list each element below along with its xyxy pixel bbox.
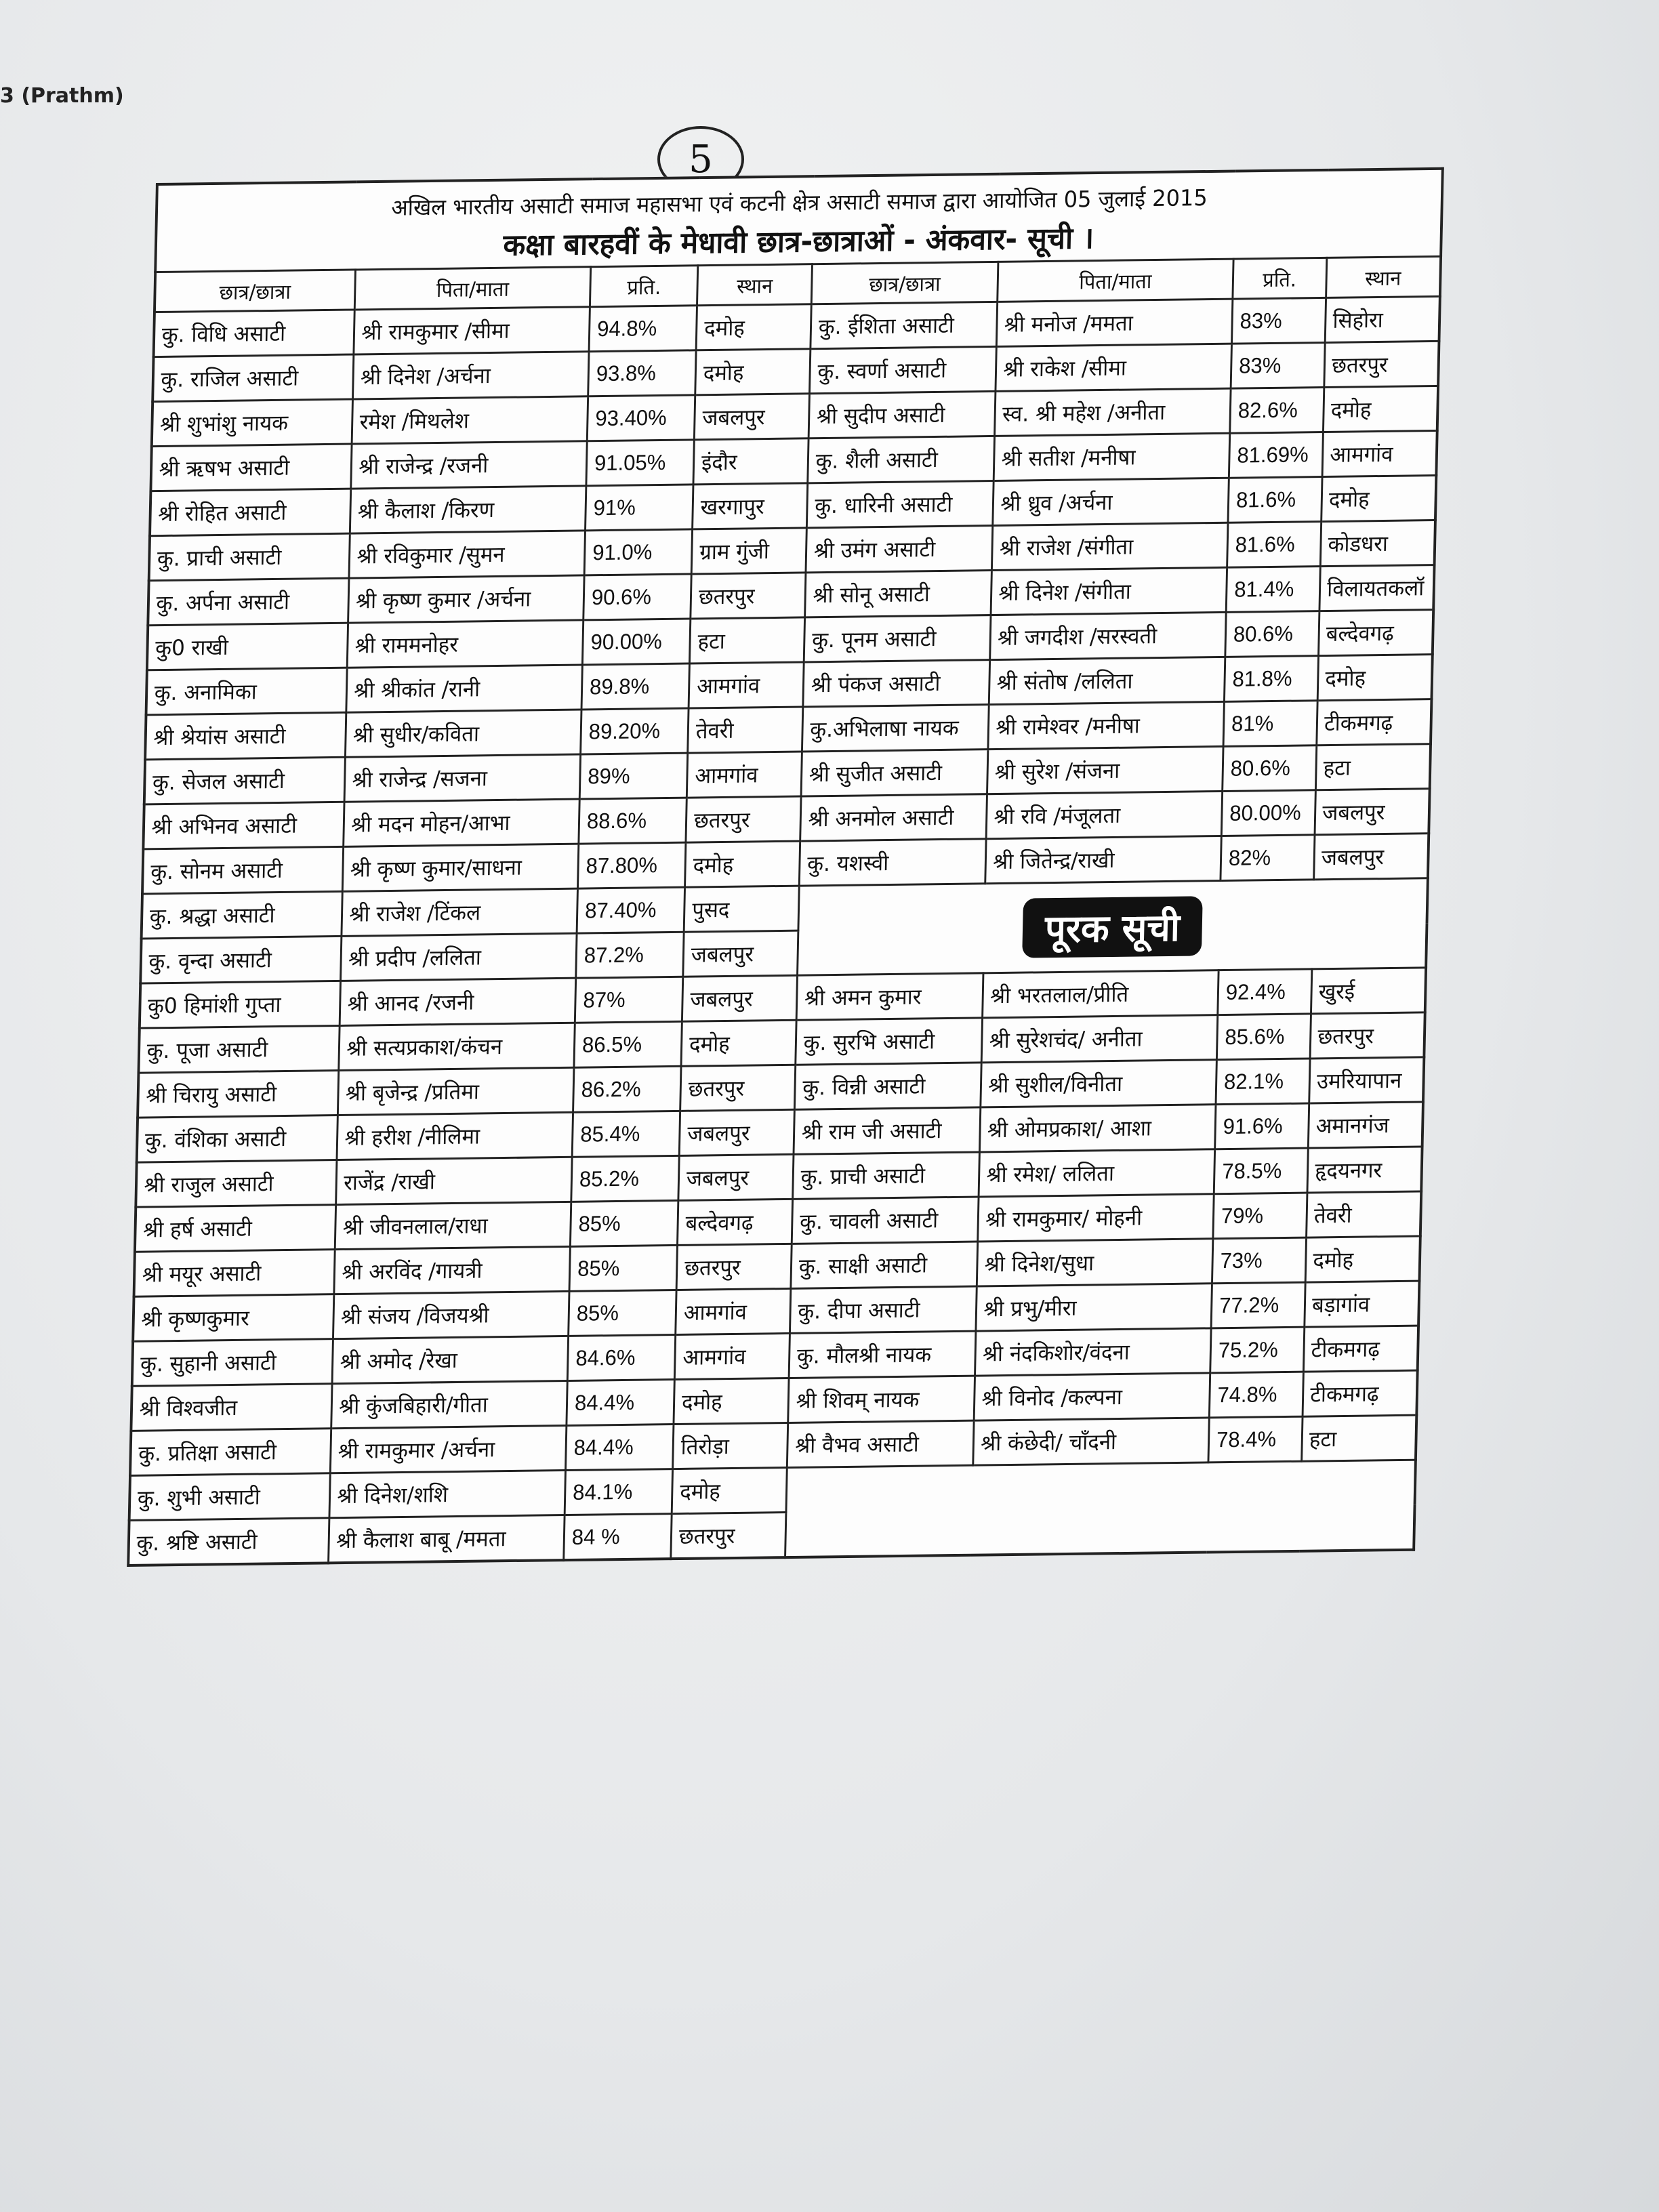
student-parents: श्री मनोज /ममता — [996, 299, 1233, 346]
supplementary-parents: श्री भरतलाल/प्रीति — [982, 970, 1218, 1018]
col-header-percent: प्रति. — [590, 266, 698, 307]
supplementary-name: कु. साक्षी असाटी — [791, 1242, 977, 1288]
student-pct: 80.00% — [1222, 790, 1315, 836]
student-name: श्री रोहित असाटी — [150, 489, 350, 536]
student-name: कु. स्वर्णा असाटी — [810, 346, 996, 393]
student-pct: 83% — [1232, 298, 1326, 344]
student-pct: 84.6% — [568, 1334, 676, 1380]
student-parents: श्री बृजेन्द्र /प्रतिमा — [337, 1067, 574, 1115]
supplementary-name: श्री राम जी असाटी — [794, 1107, 980, 1154]
supplementary-name: कु. मौलश्री नायक — [789, 1331, 975, 1378]
student-name: कु0 हिमांशी गुप्ता — [140, 981, 340, 1028]
student-parents: श्री प्रदीप /ललिता — [340, 933, 577, 981]
student-place: इंदौर — [693, 438, 808, 485]
col-header-place: स्थान — [697, 264, 813, 306]
supplementary-name: कु. प्राची असाटी — [793, 1152, 979, 1199]
student-parents: श्री राजेश /टिंकल — [342, 888, 578, 936]
student-parents: श्री दिनेश /संगीता — [991, 567, 1227, 615]
supplementary-place: टीकमगढ़ — [1303, 1326, 1418, 1372]
student-pct: 91% — [586, 485, 693, 531]
student-place: छतरपुर — [686, 796, 801, 842]
col-header-place: स्थान — [1326, 256, 1441, 298]
student-place: कोडधरा — [1320, 520, 1435, 567]
student-pct: 84.4% — [566, 1425, 674, 1471]
student-name: श्री मयूर असाटी — [134, 1250, 335, 1297]
student-name: कु. राजिल असाटी — [152, 354, 353, 402]
student-place: दमोह — [1321, 476, 1436, 522]
student-place: दमोह — [696, 304, 811, 350]
supplementary-pct: 75.2% — [1210, 1327, 1304, 1373]
student-pct: 81.8% — [1225, 656, 1318, 702]
student-name: श्री सुजीत असाटी — [801, 750, 987, 796]
student-name: श्री कृष्णकुमार — [133, 1294, 333, 1342]
student-pct: 89.8% — [581, 663, 689, 710]
student-parents: श्री सत्यप्रकाश/कंचन — [339, 1023, 575, 1070]
student-parents: श्री रामेश्वर /मनीषा — [988, 701, 1225, 749]
student-place: तेवरी — [688, 707, 803, 753]
supplementary-place: छतरपुर — [1310, 1012, 1425, 1059]
student-pct: 91.0% — [584, 529, 692, 575]
student-pct: 94.8% — [589, 306, 697, 352]
student-place: जबलपुर — [1315, 789, 1430, 835]
student-name: श्री राजुल असाटी — [136, 1160, 336, 1208]
student-parents: श्री अमोद /रेखा — [332, 1336, 569, 1383]
student-place: बल्देवगढ़ — [1318, 610, 1433, 656]
student-pct: 86.5% — [574, 1021, 682, 1067]
supplementary-name: कु. विन्नी असाटी — [795, 1063, 981, 1109]
supplementary-name: श्री अमन कुमार — [796, 973, 983, 1020]
student-parents: श्री संजय /विजयश्री — [333, 1291, 569, 1338]
student-pct: 85% — [569, 1245, 677, 1291]
student-name: श्री सुदीप असाटी — [808, 391, 995, 438]
col-header-parents: पिता/माता — [997, 259, 1233, 302]
supplementary-pct: 78.5% — [1214, 1148, 1307, 1194]
student-place: टीकमगढ़ — [1316, 699, 1431, 745]
student-name: कु. श्रष्टि असाटी — [128, 1518, 329, 1565]
student-pct: 83% — [1231, 342, 1324, 388]
student-name: कु.अभिलाषा नायक — [802, 705, 989, 752]
student-parents: श्री राजेश /संगीता — [991, 523, 1228, 570]
student-parents: श्री रामकुमार /अर्चना — [330, 1425, 567, 1473]
supplementary-parents: श्री रामकुमार/ मोहनी — [977, 1194, 1214, 1242]
student-parents: स्व. श्री महेश /अनीता — [994, 388, 1231, 436]
student-pct: 89% — [580, 753, 688, 799]
student-parents: राजेंद्र /राखी — [335, 1157, 572, 1204]
col-header-student: छात्र/छात्रा — [155, 270, 355, 312]
blank-area — [785, 1460, 1416, 1557]
supplementary-parents: श्री प्रभु/मीरा — [976, 1284, 1212, 1331]
student-place: दमोह — [685, 841, 800, 887]
student-name: श्री सोनू असाटी — [805, 571, 991, 617]
student-parents: श्री रविकुमार /सुमन — [349, 531, 586, 578]
supplementary-place: बड़ागांव — [1304, 1281, 1419, 1327]
supplementary-place: खुरई — [1311, 968, 1426, 1014]
student-pct: 84.1% — [565, 1469, 672, 1515]
student-name: कु. यशस्वी — [799, 839, 985, 886]
student-pct: 81.6% — [1227, 522, 1321, 568]
student-place: जबलपुर — [1313, 834, 1429, 880]
student-name: कु. प्राची असाटी — [149, 533, 350, 581]
student-name: कु. श्रद्धा असाटी — [142, 891, 342, 939]
student-pct: 81.6% — [1228, 477, 1322, 523]
supplementary-list-header — [798, 878, 1428, 975]
student-place: दमोह — [1317, 655, 1433, 701]
supplementary-pct: 73% — [1212, 1237, 1306, 1284]
student-parents: श्री दिनेश /अर्चना — [352, 352, 589, 399]
student-parents: श्री कुंजबिहारी/गीता — [331, 1380, 567, 1428]
student-name: श्री ऋषभ असाटी — [150, 444, 351, 491]
student-name: श्री अभिनव असाटी — [143, 802, 344, 849]
student-parents: श्री कैलाश /किरण — [350, 486, 586, 533]
student-place: पुसद — [684, 886, 799, 932]
student-place: छतरपुर — [676, 1244, 792, 1290]
student-parents: श्री श्रीकांत /रानी — [346, 665, 583, 712]
supplementary-pct: 92.4% — [1218, 969, 1311, 1015]
student-name: कु. पूजा असाटी — [138, 1025, 339, 1073]
student-parents: श्री जीवनलाल/राधा — [335, 1202, 571, 1249]
supplementary-parents: श्री सुशील/विनीता — [981, 1060, 1217, 1107]
student-place: विलायतकलॉ — [1319, 565, 1434, 611]
student-pct: 82.6% — [1230, 388, 1324, 434]
student-name: कु. सोनम असाटी — [142, 846, 343, 894]
student-pct: 87.80% — [578, 842, 686, 888]
student-pct: 91.05% — [586, 440, 694, 486]
student-place: बल्देवगढ़ — [678, 1199, 793, 1245]
student-name: श्री विश्वजीत — [131, 1384, 331, 1431]
supplementary-pct: 78.4% — [1208, 1416, 1302, 1462]
student-name: कु. विधि असाटी — [154, 310, 354, 357]
corner-label: 3 (Prathm) — [0, 84, 124, 108]
student-pct: 87% — [575, 977, 683, 1023]
student-parents: श्री रवि /मंजूलता — [986, 791, 1223, 838]
student-name: श्री अनमोल असाटी — [800, 794, 987, 841]
student-pct: 89.20% — [581, 708, 689, 754]
student-place: आमगांव — [676, 1288, 791, 1334]
supplementary-place: हटा — [1301, 1415, 1416, 1461]
student-place: दमोह — [681, 1020, 796, 1066]
student-name: कु. अनामिका — [146, 668, 347, 715]
student-pct: 93.40% — [588, 395, 695, 441]
student-name: कु. सेजल असाटी — [144, 757, 345, 804]
supplementary-pct: 77.2% — [1211, 1282, 1305, 1328]
student-name: श्री श्रेयांस असाटी — [145, 712, 346, 760]
col-header-student: छात्र/छात्रा — [811, 262, 998, 304]
supplementary-place: अमानगंज — [1308, 1102, 1423, 1148]
supplementary-parents: श्री ओमप्रकाश/ आशा — [979, 1105, 1216, 1152]
supplementary-parents: श्री नंदकिशोर/वंदना — [975, 1328, 1211, 1376]
student-pct: 87.40% — [577, 887, 684, 933]
student-place: दमोह — [1323, 386, 1438, 432]
student-place: दमोह — [695, 349, 811, 395]
student-name: कु. पूनम असाटी — [804, 615, 990, 662]
student-parents: श्री कृष्ण कुमार/साधना — [342, 844, 579, 891]
supplementary-name: श्री शिवम् नायक — [788, 1376, 975, 1422]
table-body — [128, 296, 1440, 1565]
student-parents: श्री सुरेश /संजना — [987, 746, 1223, 794]
student-pct: 81.69% — [1229, 432, 1323, 478]
student-name: कु. ईशिता असाटी — [811, 302, 997, 348]
student-place: जबलपुर — [695, 394, 810, 440]
student-name: श्री चिरायु असाटी — [138, 1070, 338, 1118]
student-name: कु. शुभी असाटी — [129, 1473, 330, 1521]
title-organizer-line: अखिल भारतीय असाटी समाज महासभा एवं कटनी क्षेत्र असाटी समाज द्वारा आयोजित 05 जुलाई 2015 — [390, 184, 1208, 221]
student-pct: 81.4% — [1226, 567, 1319, 613]
supplementary-place: दमोह — [1305, 1236, 1420, 1282]
supplementary-parents: श्री कंछेदी/ चाँदनी — [972, 1418, 1209, 1465]
col-header-parents: पिता/माता — [354, 267, 591, 310]
supplementary-pct: 85.6% — [1217, 1014, 1311, 1060]
student-name: कु. प्रतिक्षा असाटी — [130, 1429, 331, 1476]
page-number: 5 — [689, 137, 713, 182]
student-name: कु. सुहानी असाटी — [132, 1339, 333, 1387]
student-place: छतरपुर — [1324, 341, 1439, 387]
student-place: आमगांव — [675, 1333, 790, 1379]
student-place: हटा — [1315, 744, 1431, 790]
supplementary-name: श्री वैभव असाटी — [787, 1420, 973, 1467]
supplementary-pct: 79% — [1213, 1193, 1307, 1239]
student-parents: श्री राममनोहर — [347, 620, 583, 668]
student-name: कु. धारिनी असाटी — [806, 480, 993, 527]
student-place: तिरोड़ा — [673, 1422, 788, 1469]
document-title — [155, 169, 1443, 272]
student-pct: 87.2% — [576, 932, 684, 978]
student-place: आमगांव — [687, 752, 802, 798]
student-place: दमोह — [674, 1378, 789, 1424]
student-place: ग्राम गुंजी — [692, 528, 807, 574]
supplementary-place: उमरियापान — [1309, 1057, 1424, 1103]
student-parents: श्री सतीश /मनीषा — [994, 433, 1230, 480]
student-pct: 85% — [569, 1290, 676, 1336]
student-parents: श्री अरविंद /गायत्री — [334, 1246, 571, 1294]
student-parents: श्री राकेश /सीमा — [996, 344, 1232, 391]
student-parents: श्री हरीश /नीलिमा — [337, 1112, 573, 1160]
student-pct: 93.8% — [588, 350, 696, 396]
student-place: छतरपुर — [680, 1065, 796, 1111]
supplementary-list-title: पूरक सूची — [1022, 896, 1203, 958]
student-parents: श्री कैलाश बाबू /ममता — [328, 1515, 565, 1563]
student-parents: श्री आनद /रजनी — [340, 978, 576, 1025]
student-pct: 88.6% — [579, 798, 687, 844]
student-pct: 84 % — [564, 1514, 672, 1560]
student-parents: श्री रामकुमार /सीमा — [354, 307, 590, 354]
student-place: हटा — [690, 617, 805, 663]
student-place: आमगांव — [1322, 430, 1437, 476]
student-place: जबलपुर — [683, 930, 798, 977]
student-place: खरगापुर — [693, 483, 808, 529]
student-pct: 82% — [1221, 835, 1314, 881]
supplementary-place: टीकमगढ़ — [1303, 1370, 1418, 1416]
student-pct: 80.6% — [1225, 611, 1319, 657]
student-pct: 80.6% — [1223, 745, 1316, 792]
supplementary-parents: श्री विनोद /कल्पना — [974, 1373, 1210, 1420]
supplementary-parents: श्री सुरेशचंद/ अनीता — [981, 1015, 1218, 1063]
col-header-percent: प्रति. — [1233, 258, 1326, 299]
student-parents: श्री ध्रुव /अर्चना — [992, 478, 1229, 525]
supplementary-name: कु. सुरभि असाटी — [796, 1018, 982, 1065]
merit-list-document — [125, 167, 1443, 1661]
student-parents: श्री राजेन्द्र /रजनी — [350, 441, 587, 489]
student-place: जबलपुर — [682, 975, 798, 1021]
title-list-heading: कक्षा बारहवीं के मेधावी छात्र-छात्राओं - अंकवार- सूची । — [503, 220, 1094, 263]
student-pct: 90.6% — [583, 574, 691, 620]
student-parents: रमेश /मिथलेश — [352, 396, 588, 444]
student-name: श्री पंकज असाटी — [803, 660, 989, 707]
supplementary-name: कु. चावली असाटी — [792, 1197, 978, 1244]
supplementary-parents: श्री रमेश/ ललिता — [979, 1149, 1215, 1197]
student-parents: श्री दिनेश/शशि — [329, 1471, 566, 1518]
student-name: कु. वृन्दा असाटी — [140, 936, 341, 983]
student-name: श्री उमंग असाटी — [806, 526, 992, 573]
student-pct: 85.4% — [572, 1111, 680, 1157]
student-place: जबलपुर — [680, 1109, 795, 1155]
student-place: छतरपुर — [671, 1513, 786, 1559]
student-name: कु0 राखी — [147, 623, 348, 670]
student-pct: 85% — [571, 1200, 678, 1246]
student-place: सिहोरा — [1325, 296, 1440, 342]
student-place: दमोह — [672, 1468, 787, 1514]
supplementary-parents: श्री दिनेश/सुधा — [977, 1239, 1213, 1286]
student-place: जबलपुर — [678, 1154, 794, 1200]
student-name: श्री शुभांशु नायक — [152, 399, 352, 447]
student-name: कु. वंशिका असाटी — [137, 1115, 337, 1163]
supplementary-place: हृदयनगर — [1307, 1147, 1422, 1193]
student-pct: 81% — [1223, 701, 1317, 747]
student-name: श्री हर्ष असाटी — [135, 1205, 335, 1252]
student-parents: श्री जितेन्द्र/राखी — [985, 836, 1221, 883]
supplementary-pct: 82.1% — [1216, 1059, 1309, 1105]
student-parents: श्री राजेन्द्र /सजना — [344, 754, 581, 802]
student-pct: 86.2% — [573, 1066, 681, 1112]
student-pct: 84.4% — [567, 1380, 674, 1426]
supplementary-pct: 74.8% — [1210, 1372, 1303, 1418]
student-parents: श्री मदन मोहन/आभा — [343, 799, 579, 846]
student-name: कु. शैली असाटी — [808, 436, 994, 483]
student-parents: श्री जगदीश /सरस्वती — [989, 612, 1226, 659]
student-parents: श्री सुधीर/कविता — [345, 710, 581, 757]
supplementary-name: कु. दीपा असाटी — [790, 1286, 977, 1333]
student-parents: श्री संतोष /ललिता — [989, 657, 1225, 704]
merit-list-table — [127, 167, 1444, 1567]
student-place: छतरपुर — [691, 573, 806, 619]
student-pct: 90.00% — [583, 619, 691, 665]
student-parents: श्री कृष्ण कुमार /अर्चना — [348, 575, 584, 623]
supplementary-pct: 91.6% — [1215, 1103, 1309, 1149]
supplementary-place: तेवरी — [1306, 1191, 1421, 1237]
student-place: आमगांव — [689, 662, 804, 708]
student-pct: 85.2% — [571, 1155, 679, 1202]
student-name: कु. अर्पना असाटी — [148, 578, 348, 626]
